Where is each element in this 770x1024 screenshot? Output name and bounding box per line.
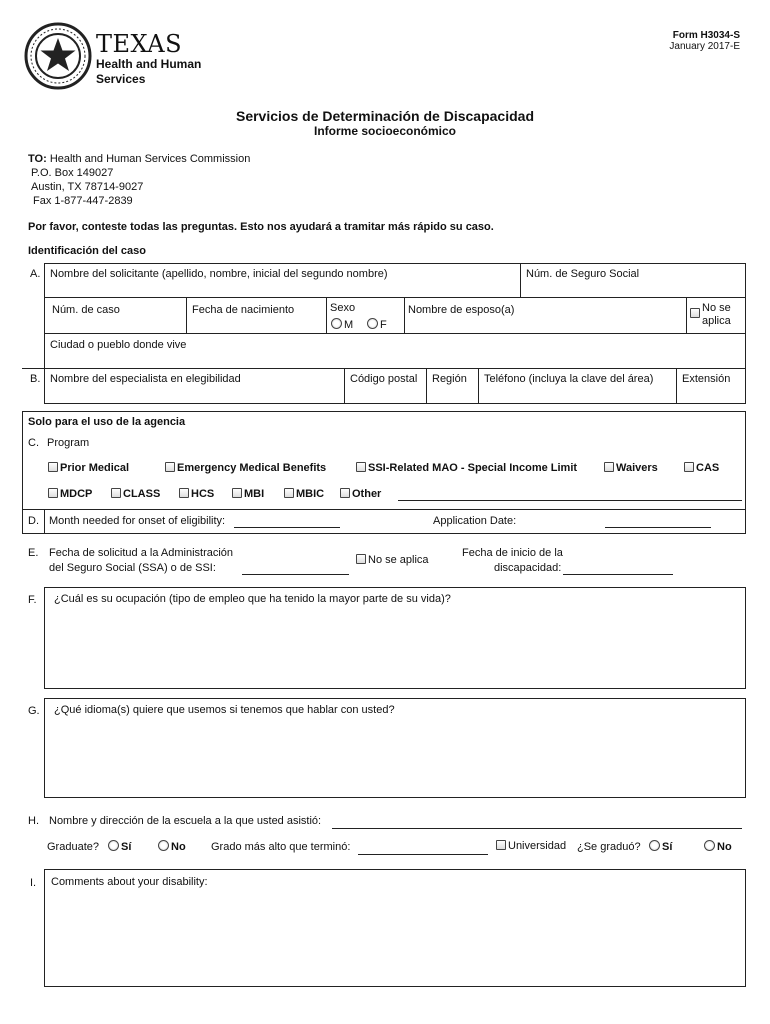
sex-f-label: F bbox=[380, 319, 387, 331]
program-label: Emergency Medical Benefits bbox=[177, 462, 327, 474]
to-label: TO: bbox=[28, 153, 47, 165]
checkbox-icon bbox=[690, 308, 700, 318]
not-applicable-label: No se aplica bbox=[368, 554, 429, 566]
address-line2: P.O. Box 149027 bbox=[31, 167, 114, 179]
onset-date-label-line1: Fecha de inicio de la bbox=[462, 547, 563, 559]
university-checkbox[interactable] bbox=[496, 840, 566, 852]
checkbox-icon bbox=[165, 462, 175, 472]
checkbox-icon bbox=[604, 462, 614, 472]
other-program-field[interactable] bbox=[398, 500, 742, 501]
specialist-field[interactable]: Nombre del especialista en elegibilidad bbox=[50, 373, 241, 385]
section-h-letter: H. bbox=[28, 815, 39, 827]
month-needed-label: Month needed for onset of eligibility: bbox=[49, 515, 226, 527]
spouse-not-applicable-checkbox[interactable] bbox=[690, 302, 744, 328]
checkbox-icon bbox=[684, 462, 694, 472]
program-label: MBIC bbox=[296, 488, 325, 500]
page-subtitle: Informe socioeconómico bbox=[313, 124, 457, 138]
ssa-not-applicable-checkbox[interactable] bbox=[356, 554, 429, 566]
program-label: CAS bbox=[696, 462, 720, 474]
radio-icon bbox=[649, 840, 660, 851]
sex-label: Sexo bbox=[330, 302, 356, 314]
zip-field[interactable]: Código postal bbox=[350, 373, 418, 385]
program-mbic-checkbox[interactable] bbox=[284, 488, 324, 500]
checkbox-icon bbox=[48, 488, 58, 498]
program-label: Program bbox=[47, 437, 90, 449]
not-applicable-label: No se aplica bbox=[702, 302, 731, 327]
program-prior-medical-checkbox[interactable] bbox=[48, 462, 129, 474]
radio-icon bbox=[108, 840, 119, 851]
checkbox-icon bbox=[284, 488, 294, 498]
occupation-question: ¿Cuál es su ocupación (tipo de empleo que ha tenido la mayor parte de su vida)? bbox=[54, 593, 451, 605]
ssa-date-label-line1: Fecha de solicitud a la Administración bbox=[49, 547, 234, 559]
application-date-field[interactable] bbox=[605, 527, 711, 528]
program-cas-checkbox[interactable] bbox=[684, 462, 719, 474]
section-e-letter: E. bbox=[28, 547, 39, 559]
university-graduated-yes-radio[interactable] bbox=[649, 840, 672, 853]
checkbox-icon bbox=[48, 462, 58, 472]
ssa-date-field[interactable] bbox=[242, 574, 349, 575]
section-d-letter: D. bbox=[28, 515, 39, 527]
no-label: No bbox=[171, 841, 186, 853]
radio-icon bbox=[367, 318, 378, 329]
highest-grade-label: Grado más alto que terminó: bbox=[211, 841, 351, 853]
sex-m-label: M bbox=[344, 319, 354, 331]
university-label: Universidad bbox=[508, 840, 567, 852]
address-to bbox=[28, 153, 250, 165]
radio-icon bbox=[158, 840, 169, 851]
section-i-letter: I. bbox=[30, 877, 37, 889]
case-id-heading: Identificación del caso bbox=[28, 245, 146, 257]
address-line3: Austin, TX 78714-9027 bbox=[31, 181, 144, 193]
agency-name-line2: Health and Human bbox=[96, 57, 202, 71]
address-line4: Fax 1-877-447-2839 bbox=[33, 195, 133, 207]
phone-field[interactable]: Teléfono (incluya la clave del área) bbox=[484, 373, 654, 385]
program-other-checkbox[interactable] bbox=[340, 488, 381, 500]
program-label: Other bbox=[352, 488, 382, 500]
section-f-letter: F. bbox=[28, 594, 37, 606]
birth-date-field[interactable]: Fecha de nacimiento bbox=[192, 304, 295, 316]
form-number: Form H3034-S bbox=[672, 30, 740, 41]
form-date: January 2017-E bbox=[669, 41, 740, 52]
month-needed-field[interactable] bbox=[234, 527, 340, 528]
program-label: MBI bbox=[244, 488, 265, 500]
program-label: CLASS bbox=[123, 488, 161, 500]
graduate-no-radio[interactable] bbox=[158, 840, 186, 853]
checkbox-icon bbox=[179, 488, 189, 498]
graduated-question: ¿Se graduó? bbox=[577, 841, 641, 853]
program-mdcp-checkbox[interactable] bbox=[48, 488, 92, 500]
onset-date-label-line2: discapacidad: bbox=[494, 562, 562, 574]
yes-label: Sí bbox=[662, 841, 673, 853]
extension-field[interactable]: Extensión bbox=[682, 373, 731, 385]
university-graduated-no-radio[interactable] bbox=[704, 840, 732, 853]
spouse-name-field[interactable]: Nombre de esposo(a) bbox=[408, 304, 515, 316]
case-number-field[interactable]: Núm. de caso bbox=[52, 304, 120, 316]
to-value: Health and Human Services Commission bbox=[49, 153, 251, 165]
instructions: Por favor, conteste todas las preguntas. Esto nos ayudará a tramitar más rápido su caso. bbox=[28, 221, 494, 233]
onset-date-field[interactable] bbox=[563, 574, 673, 575]
program-waivers-checkbox[interactable] bbox=[604, 462, 658, 474]
checkbox-icon bbox=[340, 488, 350, 498]
program-label: HCS bbox=[191, 488, 215, 500]
texas-seal-icon bbox=[24, 22, 92, 90]
section-c-letter: C. bbox=[28, 437, 39, 449]
section-g-letter: G. bbox=[28, 705, 40, 717]
program-class-checkbox[interactable] bbox=[111, 488, 160, 500]
graduate-yes-radio[interactable] bbox=[108, 840, 131, 853]
sex-f-radio[interactable] bbox=[367, 318, 387, 331]
disability-comments-label: Comments about your disability: bbox=[51, 876, 208, 888]
agency-name-texas: TEXAS bbox=[96, 30, 183, 58]
ssn-field[interactable]: Núm. de Seguro Social bbox=[526, 268, 640, 280]
checkbox-icon bbox=[232, 488, 242, 498]
section-a-letter: A. bbox=[30, 268, 41, 280]
city-field[interactable]: Ciudad o pueblo donde vive bbox=[50, 339, 187, 351]
checkbox-icon bbox=[356, 462, 366, 472]
program-label: Prior Medical bbox=[60, 462, 130, 474]
no-label: No bbox=[717, 841, 732, 853]
program-label: MDCP bbox=[60, 488, 93, 500]
yes-label: Sí bbox=[121, 841, 132, 853]
checkbox-icon bbox=[111, 488, 121, 498]
agency-name-line3: Services bbox=[96, 72, 146, 86]
agency-heading: Solo para el uso de la agencia bbox=[28, 416, 186, 428]
radio-icon bbox=[704, 840, 715, 851]
school-label: Nombre y dirección de la escuela a la que usted asistió: bbox=[49, 815, 322, 827]
checkbox-icon bbox=[496, 840, 506, 850]
program-label: Waivers bbox=[616, 462, 658, 474]
program-ssi-mao-checkbox[interactable] bbox=[356, 462, 577, 474]
program-label: SSI-Related MAO - Special Income Limit bbox=[368, 462, 578, 474]
school-field[interactable] bbox=[332, 828, 742, 829]
language-question: ¿Qué idioma(s) quiere que usemos si tenemos que hablar con usted? bbox=[54, 704, 395, 716]
ssa-date-label-line2: del Seguro Social (SSA) o de SSI: bbox=[49, 562, 216, 574]
radio-icon bbox=[331, 318, 342, 329]
page-title: Servicios de Determinación de Discapacidad bbox=[235, 108, 534, 124]
program-mbi-checkbox[interactable] bbox=[232, 488, 264, 500]
application-date-label: Application Date: bbox=[433, 515, 517, 527]
program-hcs-checkbox[interactable] bbox=[179, 488, 214, 500]
highest-grade-field[interactable] bbox=[358, 854, 488, 855]
applicant-name-field[interactable]: Nombre del solicitante (apellido, nombre, inicial del segundo nombre) bbox=[50, 268, 388, 280]
graduate-label: Graduate? bbox=[47, 841, 99, 853]
program-emergency-checkbox[interactable] bbox=[165, 462, 326, 474]
checkbox-icon bbox=[356, 554, 366, 564]
sex-m-radio[interactable] bbox=[331, 318, 353, 331]
region-field[interactable]: Región bbox=[432, 373, 467, 385]
section-b-letter: B. bbox=[30, 373, 41, 385]
